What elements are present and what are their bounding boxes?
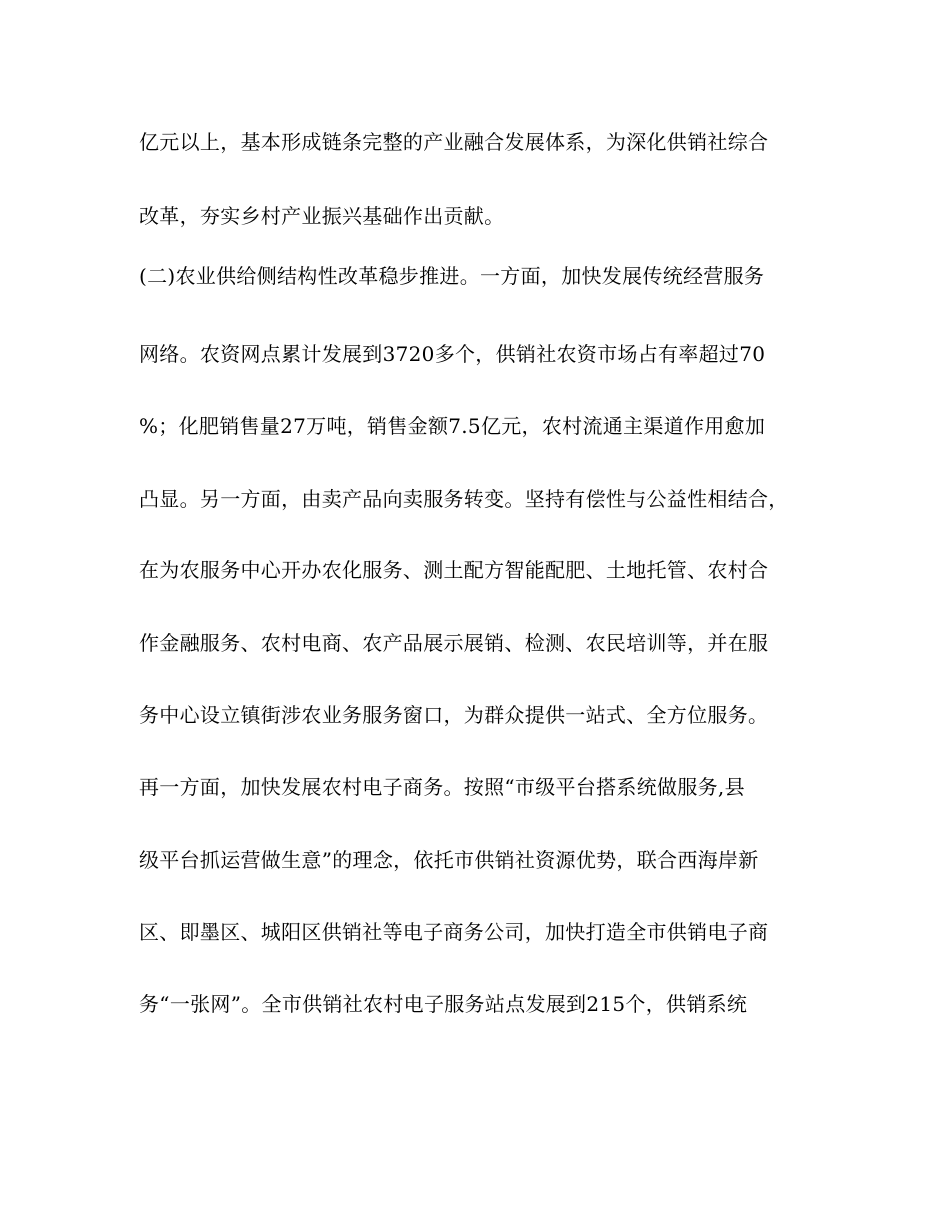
body-text-line: 务“一张网”。全市供销社农村电子服务站点发展到215个，供销系统 (139, 992, 748, 1016)
body-text-line: 改革，夯实乡村产业振兴基础作出贡献。 (139, 204, 505, 228)
body-text-line: 网络。农资网点累计发展到3720多个，供销社农资市场占有率超过70 (139, 342, 766, 366)
body-text-line: 级平台抓运营做生意”的理念，依托市供销社资源优势，联合西海岸新 (139, 848, 759, 872)
body-text-line: 在为农服务中心开办农化服务、测土配方智能配肥、土地托管、农村合 (139, 558, 769, 582)
body-text-line: 务中心设立镇街涉农业务服务窗口，为群众提供一站式、全方位服务。 (139, 703, 769, 727)
body-text-line: 凸显。另一方面，由卖产品向卖服务转变。坚持有偿性与公益性相结合， (139, 487, 789, 511)
body-text-line: 再一方面，加快发展农村电子商务。按照“市级平台搭系统做服务,县 (139, 775, 745, 799)
body-text-line: %；化肥销售量27万吨，销售金额7.5亿元，农村流通主渠道作用愈加 (139, 414, 766, 438)
section-heading-line: (二)农业供给侧结构性改革稳步推进。一方面，加快发展传统经营服务 (139, 264, 765, 288)
body-text-line: 区、即墨区、城阳区供销社等电子商务公司，加快打造全市供销电子商 (139, 920, 769, 944)
body-text-line: 作金融服务、农村电商、农产品展示展销、检测、农民培训等，并在服 (139, 631, 769, 655)
body-text-line: 亿元以上，基本形成链条完整的产业融合发展体系，为深化供销社综合 (139, 130, 769, 154)
